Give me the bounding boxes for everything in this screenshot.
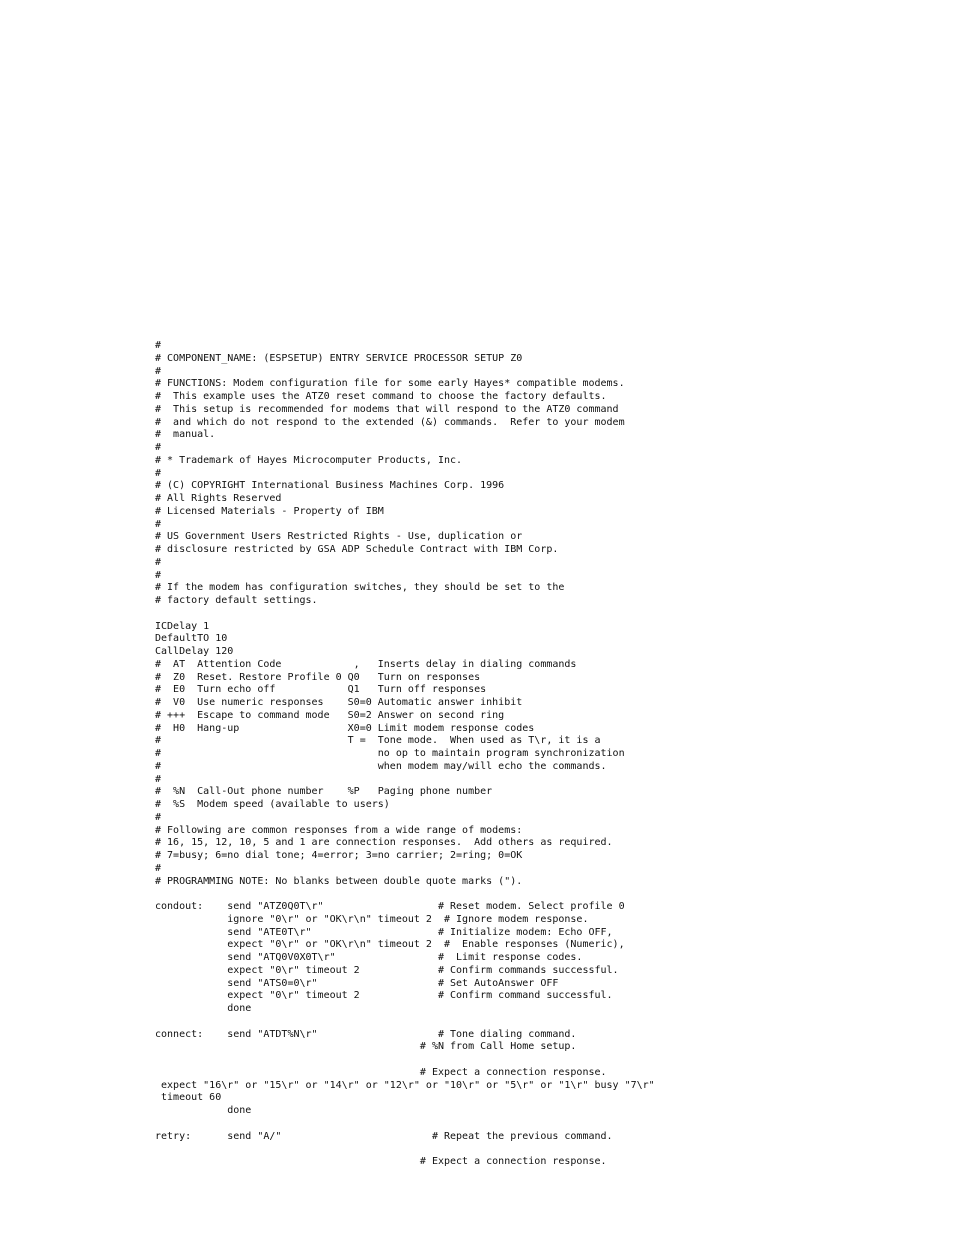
code-line: # Following are common responses from a wide range of modems: [155,824,523,836]
code-line: condout: send "ATZ0Q0T\r" # Reset modem. Select profile 0 [155,901,625,912]
code-line [155,1118,655,1131]
code-line: DefaultTO 10 [155,633,228,645]
code-line: # %N Call-Out phone number %P Paging phone number [155,786,493,798]
code-line: timeout 60 [155,1092,222,1104]
code-line: # no op to maintain program synchronization [155,748,625,759]
code-line: # factory default settings. [155,595,318,606]
code-line: # and which do not respond to the extended (&) commands. Refer to your modem [155,416,625,428]
code-line: # Licensed Materials - Property of IBM [155,505,384,517]
code-line: # PROGRAMMING NOTE: No blanks between double quote marks ("). [155,875,523,887]
code-line: # All Rights Reserved [155,493,282,504]
code-line: # [155,518,162,530]
code-line: # US Government Users Restricted Rights - Use, duplication or [155,531,523,543]
code-line: # This setup is recommended for modems that will respond to the ATZ0 command [155,403,619,415]
code-line: CallDelay 120 [155,646,234,657]
code-line: # V0 Use numeric responses S0=0 Automatic answer inhibit [155,697,523,708]
code-line: expect "0\r" timeout 2 # Confirm commands successful. [155,964,619,976]
code-line: # 16, 15, 12, 10, 5 and 1 are connection responses. Add others as required. [155,837,613,849]
code-line: # +++ Escape to command mode S0=2 Answer on second ring [155,709,505,721]
code-line [155,1054,655,1067]
code-line: # Expect a connection response. [155,1156,607,1167]
code-line: # when modem may/will echo the commands. [155,760,607,772]
code-line: # [155,340,162,351]
code-line: # This example uses the ATZ0 reset command to choose the factory defaults. [155,391,607,402]
code-line: expect "16\r" or "15\r" or "14\r" or "12\r" or "10\r" or "5\r" or "1\r" busy "7\r" [155,1079,655,1091]
code-line: send "ATE0T\r" # Initialize modem: Echo OFF, [155,926,613,938]
code-line: # [155,811,162,823]
code-line: # disclosure restricted by GSA ADP Schedule Contract with IBM Corp. [155,544,559,555]
code-line: # AT Attention Code , Inserts delay in dialing commands [155,658,577,670]
code-line: # FUNCTIONS: Modem configuration file for some early Hayes* compatible modems. [155,378,625,390]
code-line: expect "0\r" or "OK\r\n" timeout 2 # Enable responses (Numeric), [155,939,625,951]
code-line: # [155,773,162,785]
code-line: done [155,1105,252,1116]
code-line: expect "0\r" timeout 2 # Confirm command successful. [155,990,613,1002]
code-line [155,608,655,621]
modem-config-listing [155,340,655,1169]
code-line: # * Trademark of Hayes Microcomputer Products, Inc. [155,454,463,466]
code-line: # [155,467,162,479]
code-line: # [155,556,162,568]
code-line: ignore "0\r" or "OK\r\n" timeout 2 # Ignore modem response. [155,913,589,925]
code-line: # [155,442,162,453]
code-line: # (C) COPYRIGHT International Business Machines Corp. 1996 [155,480,505,492]
code-line: send "ATS0=0\r" # Set AutoAnswer OFF [155,977,559,989]
code-line: # T = Tone mode. When used as T\r, it is a [155,735,601,747]
code-line: # If the modem has configuration switches, they should be set to the [155,582,565,594]
code-line: # %S Modem speed (available to users) [155,799,390,810]
code-line: # [155,569,162,581]
code-line: # COMPONENT_NAME: (ESPSETUP) ENTRY SERVICE PROCESSOR SETUP Z0 [155,352,523,364]
code-line: # [155,365,162,377]
code-line: ICDelay 1 [155,620,210,632]
code-line: # E0 Turn echo off Q1 Turn off responses [155,684,487,696]
code-line: connect: send "ATDT%N\r" # Tone dialing command. [155,1028,577,1040]
code-line: # 7=busy; 6=no dial tone; 4=error; 3=no carrier; 2=ring; 0=OK [155,850,523,861]
code-line: # Z0 Reset. Restore Profile 0 Q0 Turn on responses [155,671,481,683]
code-line: send "ATQ0V0X0T\r" # Limit response codes. [155,952,583,963]
code-line: retry: send "A/" # Repeat the previous command. [155,1130,613,1142]
code-line [155,1016,655,1029]
code-line [155,888,655,901]
code-line: # Expect a connection response. [155,1066,607,1078]
code-line: # [155,862,162,874]
code-line [155,1143,655,1156]
code-line: # %N from Call Home setup. [155,1041,577,1053]
code-line: done [155,1003,252,1014]
code-line: # H0 Hang-up X0=0 Limit modem response codes [155,722,535,734]
code-line: # manual. [155,429,216,441]
